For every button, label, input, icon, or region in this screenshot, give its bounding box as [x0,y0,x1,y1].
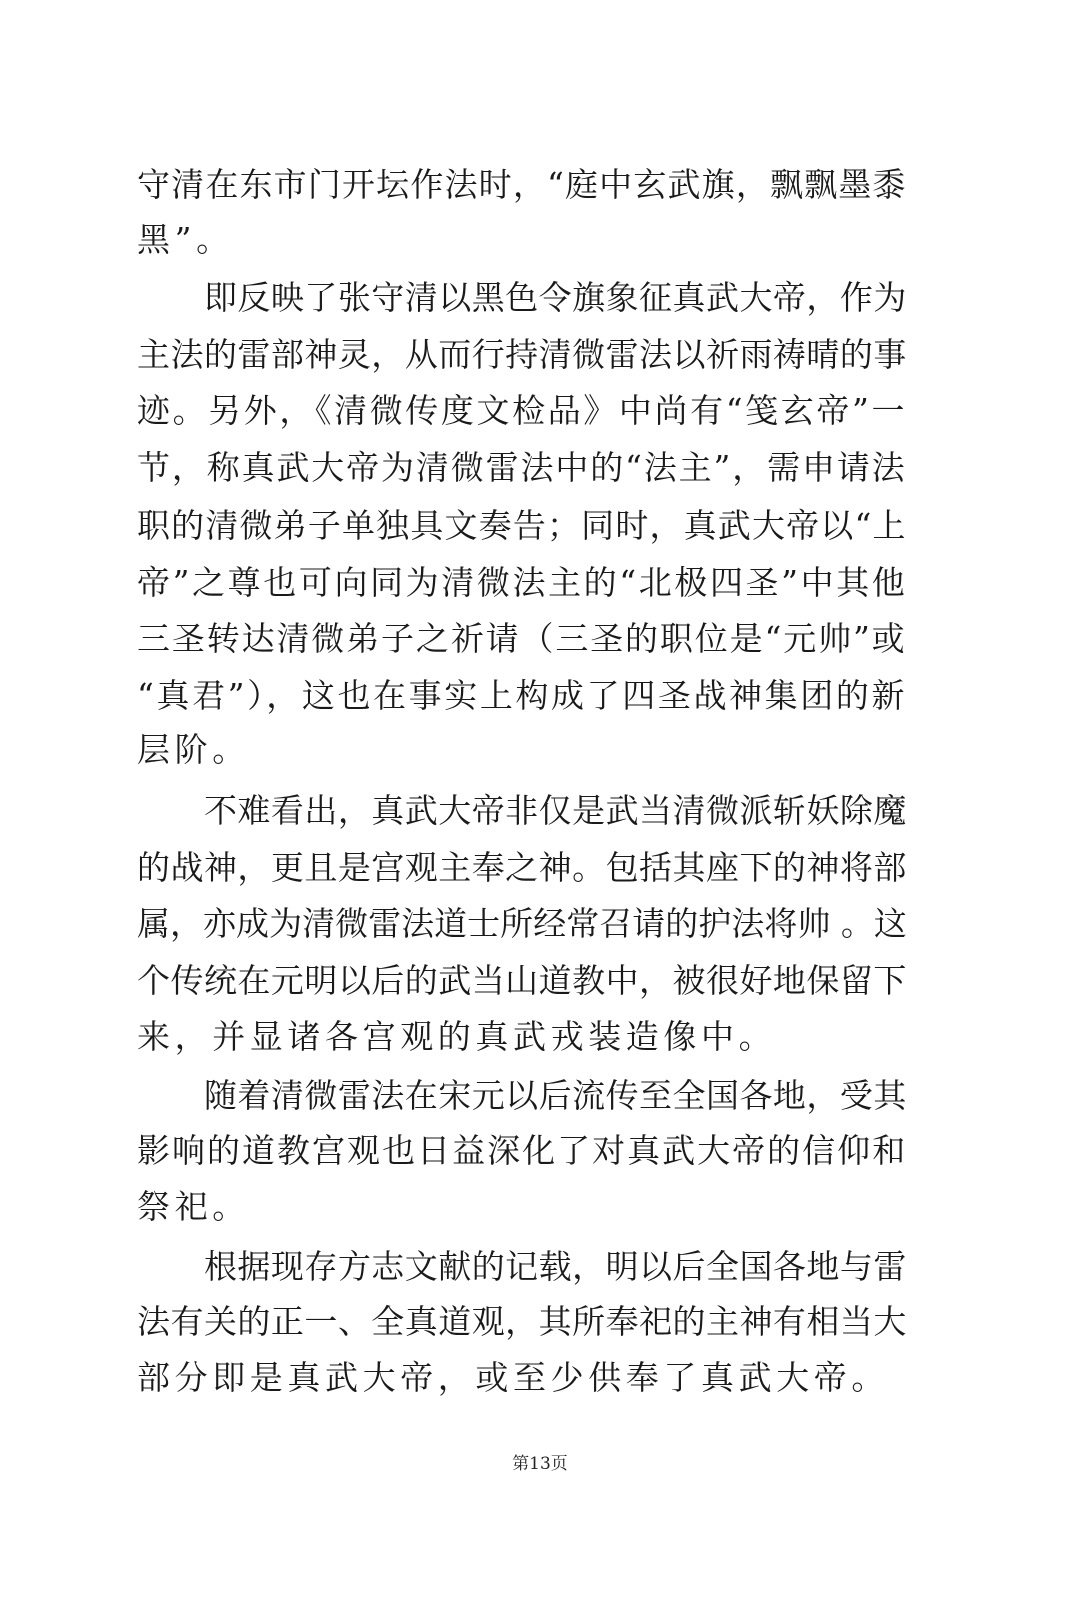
text-line: “真君”），这也在事实上构成了四圣战神集团的新 [137,676,908,715]
text-line: 即反映了张守清以黑色令旗象征真武大帝，作为 [137,278,907,317]
text-line: 随着清微雷法在宋元以后流传至全国各地，受其 [137,1076,907,1115]
text-line: 守清在东市门开坛作法时，“庭中玄武旗，飘飘墨黍 [137,165,907,204]
text-line: 根据现存方志文献的记载，明以后全国各地与雷 [137,1247,907,1286]
text-line: 职的清微弟子单独具文奏告；同时，真武大帝以“上 [137,506,907,545]
text-line: 黑”。 [137,220,234,259]
text-line: 主法的雷部神灵，从而行持清微雷法以祈雨祷晴的事 [137,335,907,374]
page-number: 第13页 [512,1454,568,1474]
text-line: 部分即是真武大帝，或至少供奉了真武大帝。 [137,1358,889,1397]
text-line: 三圣转达清微弟子之祈请（三圣的职位是“元帅”或 [137,619,907,658]
text-line: 帝”之尊也可向同为清微法主的“北极四圣”中其他 [137,563,908,602]
text-line: 个传统在元明以后的武当山道教中，被很好地保留下 [137,961,907,1000]
text-line: 层阶。 [137,730,250,769]
text-line: 影响的道教宫观也日益深化了对真武大帝的信仰和 [137,1131,908,1170]
text-line: 迹。另外，《清微传度文检品》中尚有“笺玄帝”一 [137,391,908,430]
text-line: 属，亦成为清微雷法道士所经常召请的护法将帅 。这 [137,904,907,943]
text-line: 的战神，更且是宫观主奉之神。包括其座下的神将部 [137,848,907,887]
text-line: 法有关的正一、全真道观，其所奉祀的主神有相当大 [137,1302,907,1341]
text-line: 祭祀。 [137,1187,250,1226]
text-line: 来，并显诸各宫观的真武戎装造像中。 [137,1017,777,1056]
text-line: 不难看出，真武大帝非仅是武当清微派斩妖除魔 [137,791,907,830]
text-line: 节，称真武大帝为清微雷法中的“法主”，需申请法 [137,448,907,487]
